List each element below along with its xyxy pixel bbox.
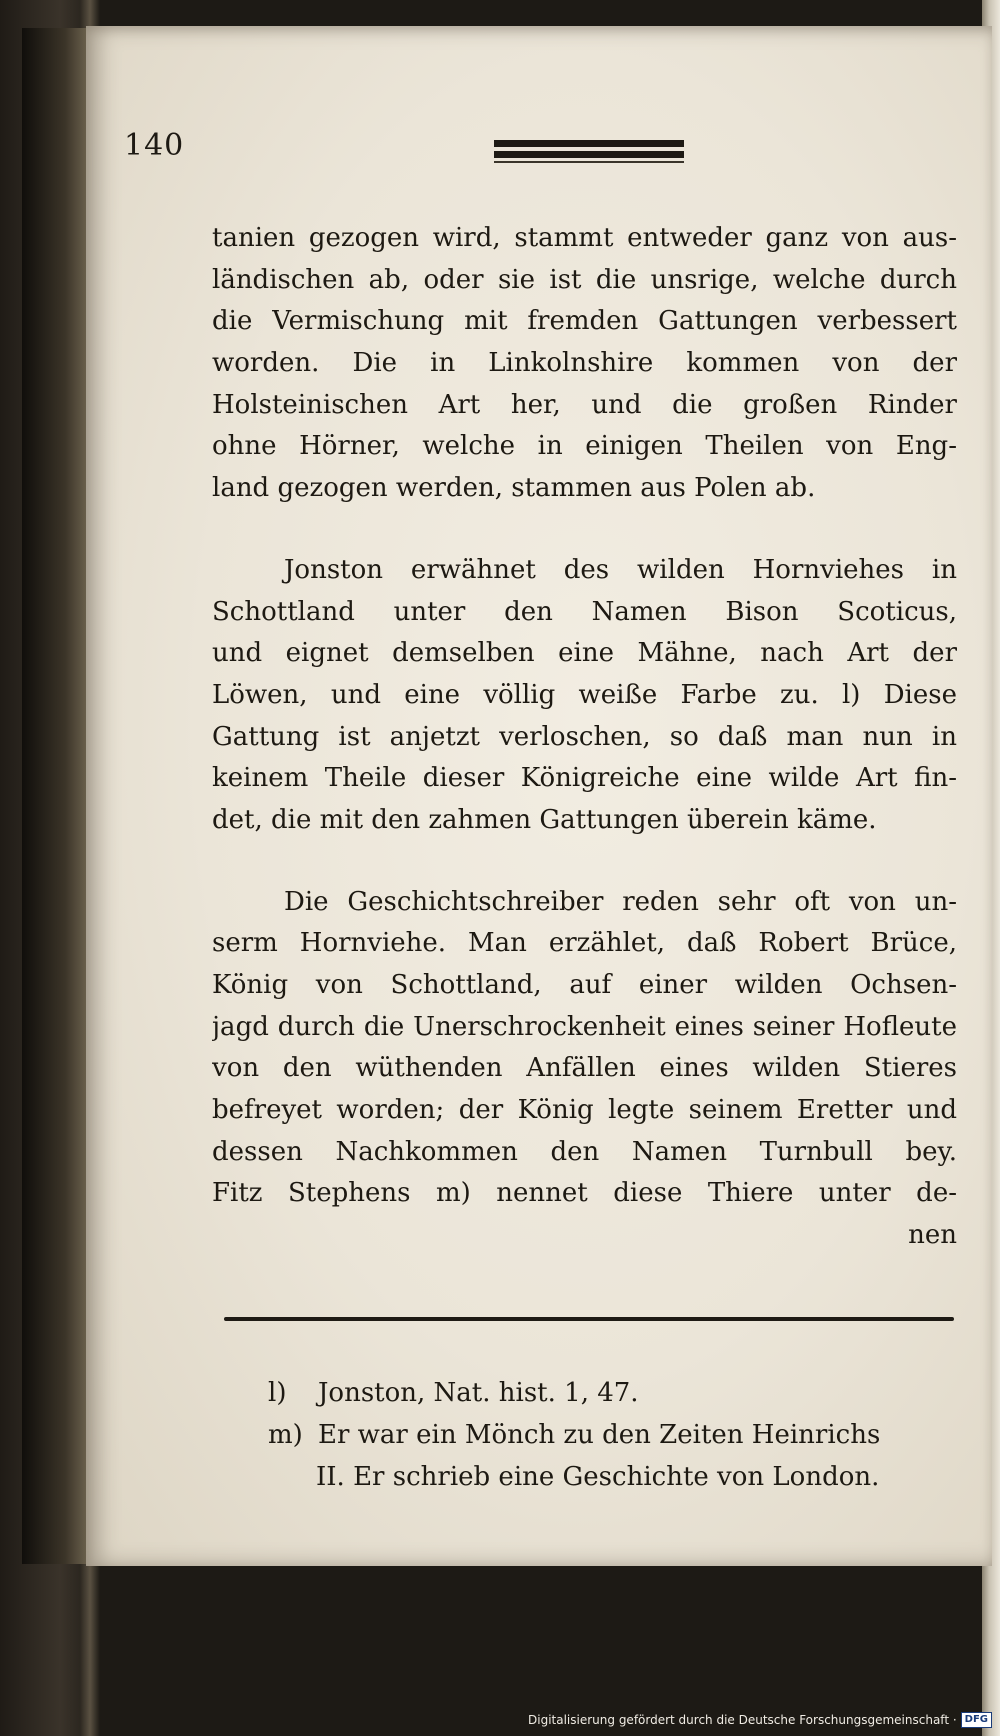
text-line: worden. Die in Linkolnshire kommen von der <box>212 348 957 379</box>
header-ornament-rule <box>494 140 684 164</box>
text-line: von den wüthenden Anfällen eines wilden Stieres <box>212 1053 957 1084</box>
text-line: befreyet worden; der König legte seinem Eretter und <box>212 1095 957 1126</box>
running-header <box>124 128 944 168</box>
paragraph-2 <box>212 550 957 842</box>
catchword: nen <box>908 1220 957 1251</box>
footnote-m-continuation: II. Er schrieb eine Geschichte von London. <box>316 1462 880 1492</box>
main-text <box>212 218 957 1257</box>
digitization-credit <box>528 1710 992 1730</box>
credit-text: Digitalisierung gefördert durch die Deutsche Forschungsgemeinschaft · <box>528 1713 957 1727</box>
text-line: dessen Nachkommen den Namen Turnbull bey. <box>212 1136 957 1167</box>
text-line: keinem Theile dieser Königreiche eine wilde Art fin- <box>212 763 957 794</box>
text-line: serm Hornviehe. Man erzählet, daß Robert Brüce, <box>212 928 957 959</box>
text-line: ohne Hörner, welche in einigen Theilen von Eng- <box>212 431 957 462</box>
text-line: land gezogen werden, stammen aus Polen ab. <box>212 473 816 504</box>
footnote-label: m) <box>268 1420 303 1450</box>
text-line: und eignet demselben eine Mähne, nach Art der <box>212 638 957 669</box>
text-line: tanien gezogen wird, stammt entweder ganz von aus- <box>212 223 957 253</box>
text-line: Gattung ist anjetzt verloschen, so daß man nun in <box>212 721 957 752</box>
text-line: Schottland unter den Namen Bison Scoticus, <box>212 596 957 627</box>
footnotes <box>268 1372 968 1498</box>
dfg-logo: DFG <box>961 1712 992 1728</box>
text-line: König von Schottland, auf einer wilden Ochsen- <box>212 970 957 1000</box>
footnote-m <box>268 1414 968 1456</box>
text-line: ländischen ab, oder sie ist die unsrige, welche durch <box>212 264 957 295</box>
paragraph-1 <box>212 218 957 510</box>
text-line: jagd durch die Unerschrockenheit eines seiner Hofleute <box>212 1011 957 1042</box>
text-line: det, die mit den zahmen Gattungen überein käme. <box>212 804 877 835</box>
text-line: Fitz Stephens m) nennet diese Thiere unter de- <box>212 1178 957 1209</box>
page-number: 140 <box>124 128 185 163</box>
footnote-text: Er war ein Mönch zu den Zeiten Heinrichs <box>318 1420 881 1450</box>
text-line: Löwen, und eine völlig weiße Farbe zu. l) Diese <box>212 679 957 710</box>
footnote-l <box>268 1372 968 1414</box>
paragraph-3 <box>212 882 957 1257</box>
text-line: Holsteinischen Art her, und die großen Rinder <box>212 389 957 420</box>
text-line: die Vermischung mit fremden Gattungen verbessert <box>212 306 957 337</box>
text-line: Die Geschichtschreiber reden sehr oft von un- <box>284 886 957 917</box>
footnote-divider <box>224 1317 954 1321</box>
footnote-label: l) <box>268 1378 287 1408</box>
text-line: Jonston erwähnet des wilden Hornviehes in <box>284 554 957 585</box>
footnote-text: Jonston, Nat. hist. 1, 47. <box>318 1378 639 1408</box>
